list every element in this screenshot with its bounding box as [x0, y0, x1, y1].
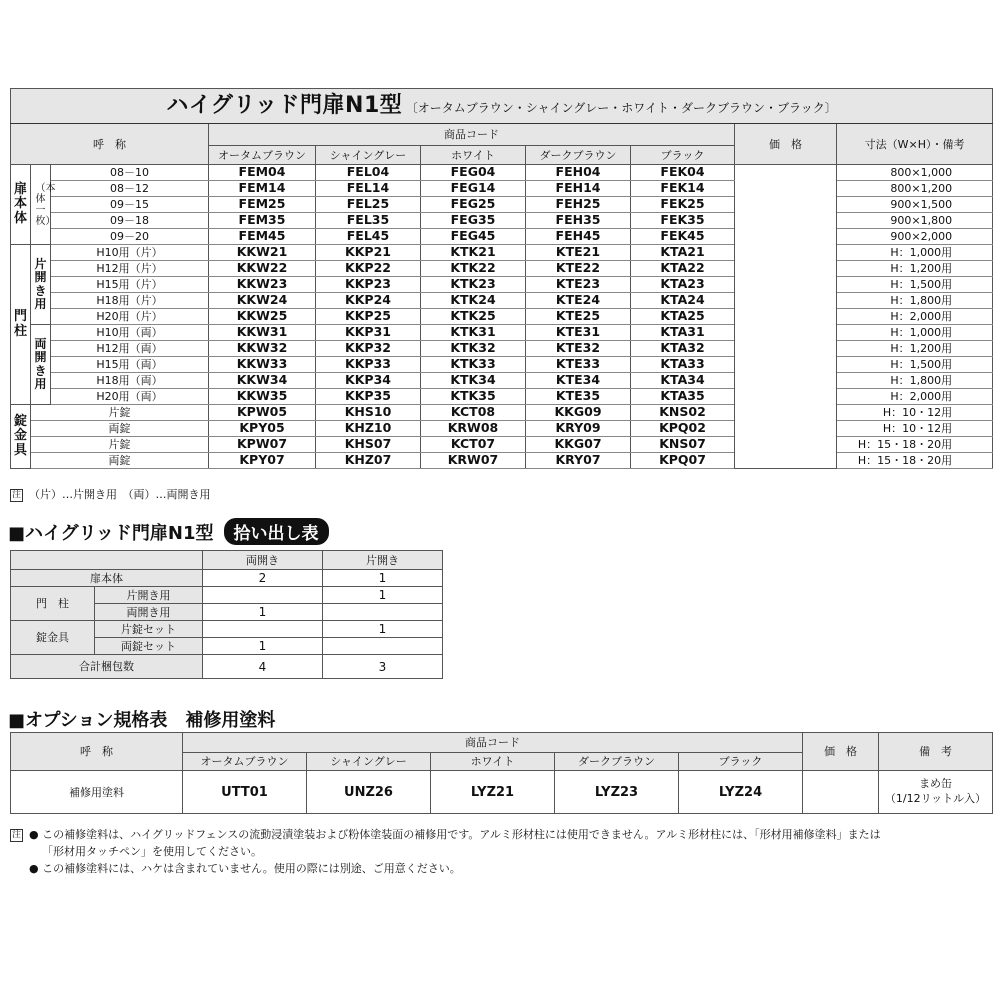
product-code-cell: KKP31: [316, 325, 421, 341]
table-row: [11, 437, 993, 453]
row-name: H18用（両）: [51, 373, 209, 389]
table-row: [11, 389, 993, 405]
opt-header-color-autumn-brown: オータムブラウン: [183, 753, 307, 771]
product-code-cell: KKW34: [209, 373, 316, 389]
dimension-cell: 900×1,500: [837, 197, 993, 213]
product-code-cell: FEH45: [526, 229, 631, 245]
pick-total-label: 合計梱包数: [11, 655, 203, 679]
product-code-cell: KTA31: [631, 325, 735, 341]
row-name: H12用（片）: [51, 261, 209, 277]
product-code-cell: KTA33: [631, 357, 735, 373]
product-code-cell: KKP33: [316, 357, 421, 373]
main-table-title-cell: [11, 89, 993, 124]
dimension-cell: H：15・18・20用: [837, 437, 993, 453]
product-code-cell: FEM35: [209, 213, 316, 229]
pick-lock-double-double: 1: [203, 638, 323, 655]
product-code-table: [10, 88, 993, 469]
group-door: [11, 165, 31, 245]
opt-code-white: LYZ21: [431, 771, 555, 814]
product-code-cell: KHZ07: [316, 453, 421, 469]
product-code-cell: KKP21: [316, 245, 421, 261]
product-code-cell: KTA32: [631, 341, 735, 357]
product-code-cell: KTA22: [631, 261, 735, 277]
product-code-cell: KKW33: [209, 357, 316, 373]
product-code-cell: KTE25: [526, 309, 631, 325]
product-code-cell: KKW23: [209, 277, 316, 293]
product-code-cell: FEK35: [631, 213, 735, 229]
row-name: 両錠: [31, 453, 209, 469]
product-code-cell: KHZ10: [316, 421, 421, 437]
dimension-cell: H：1,500用: [837, 357, 993, 373]
row-name: 09－18: [51, 213, 209, 229]
group-lock-text: 錠金具: [14, 414, 28, 458]
opt-header-product-code: 商品コード: [183, 733, 803, 753]
pick-badge: 拾い出し表: [224, 518, 329, 545]
opt-code-dark-brown: LYZ23: [555, 771, 679, 814]
product-code-cell: KKG07: [526, 437, 631, 453]
product-code-cell: KTK34: [421, 373, 526, 389]
header-color-autumn-brown: オータムブラウン: [209, 146, 316, 165]
group-door-note-text: （本体一枚）: [35, 182, 56, 227]
product-code-cell: FEM14: [209, 181, 316, 197]
row-name: 08－10: [51, 165, 209, 181]
note-paint: [10, 826, 881, 877]
product-code-cell: FEK25: [631, 197, 735, 213]
product-code-cell: KTK21: [421, 245, 526, 261]
opt-header-color-black: ブラック: [679, 753, 803, 771]
product-code-cell: KTA21: [631, 245, 735, 261]
opt-code-black: LYZ24: [679, 771, 803, 814]
pick-lock-single-single: 1: [323, 621, 443, 638]
pick-header-single: 片開き: [323, 551, 443, 570]
note-paint-mark: 注: [11, 829, 21, 840]
product-code-cell: FEG35: [421, 213, 526, 229]
pick-total-single: 3: [323, 655, 443, 679]
opt-header-color-shine-gray: シャイングレー: [307, 753, 431, 771]
pick-post-single-double: [203, 587, 323, 604]
product-code-cell: FEH04: [526, 165, 631, 181]
product-code-cell: KRY07: [526, 453, 631, 469]
subgroup-double-text: 両開き用: [34, 337, 47, 391]
main-table-subtitle: 〔オータムブラウン・シャイングレー・ホワイト・ダークブラウン・ブラック〕: [405, 101, 837, 115]
dimension-cell: 800×1,200: [837, 181, 993, 197]
product-code-cell: KTA34: [631, 373, 735, 389]
row-name: H20用（片）: [51, 309, 209, 325]
dimension-cell: H：2,000用: [837, 389, 993, 405]
opt-header-color-dark-brown: ダークブラウン: [555, 753, 679, 771]
product-code-cell: KKP25: [316, 309, 421, 325]
table-row: [11, 293, 993, 309]
opt-remark: [879, 771, 993, 814]
dimension-cell: H：1,200用: [837, 261, 993, 277]
table-row: [11, 213, 993, 229]
row-name: 片錠: [31, 405, 209, 421]
table-row: [11, 165, 993, 181]
product-code-cell: FEK14: [631, 181, 735, 197]
pick-header-double: 両開き: [203, 551, 323, 570]
pick-post-label: 門 柱: [11, 587, 95, 621]
product-code-cell: KHS07: [316, 437, 421, 453]
product-code-cell: KTE34: [526, 373, 631, 389]
product-code-cell: KTK25: [421, 309, 526, 325]
product-code-cell: KTE24: [526, 293, 631, 309]
row-name: H15用（片）: [51, 277, 209, 293]
pick-title: ■ハイグリッド門扉N1型: [8, 523, 214, 544]
product-code-cell: KCT08: [421, 405, 526, 421]
table-row: [11, 245, 993, 261]
product-code-cell: KTK31: [421, 325, 526, 341]
product-code-cell: FEK04: [631, 165, 735, 181]
table-row: [11, 421, 993, 437]
group-post: [11, 245, 31, 405]
price-cell: [735, 165, 837, 469]
product-code-cell: FEL14: [316, 181, 421, 197]
product-code-cell: KRY09: [526, 421, 631, 437]
product-code-cell: KKG09: [526, 405, 631, 421]
group-lock: [11, 405, 31, 469]
table-row: [11, 453, 993, 469]
product-code-cell: KPW07: [209, 437, 316, 453]
product-code-cell: FEK45: [631, 229, 735, 245]
dimension-cell: H：1,800用: [837, 373, 993, 389]
opt-price: [803, 771, 879, 814]
note-mark: 注: [11, 489, 21, 500]
product-code-cell: KTE31: [526, 325, 631, 341]
product-code-cell: KNS07: [631, 437, 735, 453]
product-code-cell: KTK23: [421, 277, 526, 293]
table-row: [11, 341, 993, 357]
header-color-shine-gray: シャイングレー: [316, 146, 421, 165]
group-post-text: 門柱: [14, 309, 28, 339]
row-name: H18用（片）: [51, 293, 209, 309]
note-abbreviations-text: （片）…片開き用 （両）…両開き用: [29, 488, 211, 501]
product-code-cell: FEM45: [209, 229, 316, 245]
row-name: 両錠: [31, 421, 209, 437]
header-color-black: ブラック: [631, 146, 735, 165]
table-row: [11, 405, 993, 421]
product-code-cell: FEL45: [316, 229, 421, 245]
product-code-cell: KTA35: [631, 389, 735, 405]
table-row: [11, 229, 993, 245]
product-code-cell: KPW05: [209, 405, 316, 421]
product-code-cell: KTA25: [631, 309, 735, 325]
product-code-cell: FEL25: [316, 197, 421, 213]
row-name: 08－12: [51, 181, 209, 197]
row-name: H10用（両）: [51, 325, 209, 341]
product-code-cell: KPY05: [209, 421, 316, 437]
pick-lock-double-single: [323, 638, 443, 655]
product-code-cell: KTA24: [631, 293, 735, 309]
pick-lock-single-double: [203, 621, 323, 638]
pick-header-blank: [11, 551, 203, 570]
product-code-cell: KRW07: [421, 453, 526, 469]
dimension-cell: 800×1,000: [837, 165, 993, 181]
opt-header-color-white: ホワイト: [431, 753, 555, 771]
header-product-code: 商品コード: [209, 124, 735, 146]
subgroup-single-text: 片開き用: [34, 257, 47, 311]
pick-lock-single-label: 片錠セット: [95, 621, 203, 638]
dimension-cell: H：1,500用: [837, 277, 993, 293]
product-code-cell: KPQ02: [631, 421, 735, 437]
product-code-cell: KKW21: [209, 245, 316, 261]
product-code-cell: KNS02: [631, 405, 735, 421]
row-name: 片錠: [31, 437, 209, 453]
product-code-cell: FEM25: [209, 197, 316, 213]
header-color-white: ホワイト: [421, 146, 526, 165]
dimension-cell: H：1,800用: [837, 293, 993, 309]
dimension-cell: H：15・18・20用: [837, 453, 993, 469]
dimension-cell: 900×1,800: [837, 213, 993, 229]
product-code-cell: KTK24: [421, 293, 526, 309]
product-code-cell: KKP32: [316, 341, 421, 357]
product-code-cell: KKP35: [316, 389, 421, 405]
opt-remark-line1: まめ缶: [919, 777, 953, 791]
pick-door-double: 2: [203, 570, 323, 587]
dimension-cell: H：10・12用: [837, 421, 993, 437]
opt-code-autumn-brown: UTT01: [183, 771, 307, 814]
product-code-cell: KCT07: [421, 437, 526, 453]
row-name: H10用（片）: [51, 245, 209, 261]
row-name: H12用（両）: [51, 341, 209, 357]
table-row: [11, 277, 993, 293]
opt-header-name: 呼 称: [11, 733, 183, 771]
dimension-cell: 900×2,000: [837, 229, 993, 245]
product-code-cell: KTK33: [421, 357, 526, 373]
product-code-cell: KTK35: [421, 389, 526, 405]
product-code-cell: KKP34: [316, 373, 421, 389]
pick-door-label: 扉本体: [11, 570, 203, 587]
dimension-cell: H：1,200用: [837, 341, 993, 357]
table-row: [11, 261, 993, 277]
table-row: [11, 197, 993, 213]
subgroup-double: [31, 325, 51, 405]
note-paint-line2: 「形材用タッチペン」を使用してください。: [42, 845, 262, 858]
product-code-cell: KRW08: [421, 421, 526, 437]
product-code-cell: KTK32: [421, 341, 526, 357]
product-code-cell: FEG45: [421, 229, 526, 245]
product-code-cell: FEL35: [316, 213, 421, 229]
product-code-cell: KTE22: [526, 261, 631, 277]
dimension-cell: H：1,000用: [837, 325, 993, 341]
product-code-cell: KKW31: [209, 325, 316, 341]
header-dims: 寸法（W×H）・備考: [837, 124, 993, 165]
product-code-cell: KTK22: [421, 261, 526, 277]
dimension-cell: H：1,000用: [837, 245, 993, 261]
product-code-cell: KKW35: [209, 389, 316, 405]
header-color-dark-brown: ダークブラウン: [526, 146, 631, 165]
product-code-cell: KKW24: [209, 293, 316, 309]
product-code-cell: KTE35: [526, 389, 631, 405]
pick-lock-label: 錠金具: [11, 621, 95, 655]
product-code-cell: FEH35: [526, 213, 631, 229]
main-table-title: ハイグリッド門扉N1型: [166, 93, 403, 118]
picking-table: [10, 550, 443, 679]
product-code-cell: FEG14: [421, 181, 526, 197]
pick-post-double-label: 両開き用: [95, 604, 203, 621]
opt-code-shine-gray: UNZ26: [307, 771, 431, 814]
pick-door-single: 1: [323, 570, 443, 587]
product-code-cell: KTE33: [526, 357, 631, 373]
note-paint-line1: ● この補修塗料は、ハイグリッドフェンスの流動浸漬塗装および粉体塗装面の補修用です。アルミ形材柱には使用できません。アルミ形材柱には、「形材用補修塗料」または: [29, 828, 881, 841]
product-code-cell: KTA23: [631, 277, 735, 293]
subgroup-single: [31, 245, 51, 325]
dimension-cell: H：10・12用: [837, 405, 993, 421]
row-name: H20用（両）: [51, 389, 209, 405]
pick-post-double-double: 1: [203, 604, 323, 621]
header-price: 価 格: [735, 124, 837, 165]
product-code-cell: KKP24: [316, 293, 421, 309]
table-row: [11, 373, 993, 389]
row-name: H15用（両）: [51, 357, 209, 373]
pick-total-double: 4: [203, 655, 323, 679]
product-code-cell: KKP23: [316, 277, 421, 293]
header-name: 呼 称: [11, 124, 209, 165]
row-name: 09－15: [51, 197, 209, 213]
product-code-cell: KTE21: [526, 245, 631, 261]
product-code-cell: KKW22: [209, 261, 316, 277]
opt-row-name: 補修用塗料: [11, 771, 183, 814]
product-code-cell: FEL04: [316, 165, 421, 181]
product-code-cell: KTE32: [526, 341, 631, 357]
group-door-text: 扉本体: [14, 182, 28, 226]
product-code-cell: KPY07: [209, 453, 316, 469]
product-code-cell: FEM04: [209, 165, 316, 181]
product-code-cell: FEH14: [526, 181, 631, 197]
pick-section-title: [8, 518, 329, 545]
product-code-cell: KKW32: [209, 341, 316, 357]
product-code-cell: KTE23: [526, 277, 631, 293]
product-code-cell: KHS10: [316, 405, 421, 421]
pick-lock-double-label: 両錠セット: [95, 638, 203, 655]
pick-post-double-single: [323, 604, 443, 621]
product-code-cell: KKW25: [209, 309, 316, 325]
note-paint-line3: ● この補修塗料には、ハケは含まれていません。使用の際には別途、ご用意ください。: [29, 862, 461, 875]
product-code-cell: FEG04: [421, 165, 526, 181]
table-row: [11, 325, 993, 341]
option-table: [10, 732, 993, 814]
pick-post-single-single: 1: [323, 587, 443, 604]
dimension-cell: H：2,000用: [837, 309, 993, 325]
product-code-cell: KKP22: [316, 261, 421, 277]
product-code-cell: FEH25: [526, 197, 631, 213]
product-code-cell: KPQ07: [631, 453, 735, 469]
table-row: [11, 181, 993, 197]
row-name: 09－20: [51, 229, 209, 245]
note-abbreviations: [10, 486, 211, 502]
table-row: [11, 309, 993, 325]
opt-header-remark: 備 考: [879, 733, 993, 771]
product-code-cell: FEG25: [421, 197, 526, 213]
group-door-note: [31, 165, 56, 245]
opt-header-price: 価 格: [803, 733, 879, 771]
pick-post-single-label: 片開き用: [95, 587, 203, 604]
option-section-title: ■オプション規格表 補修用塗料: [8, 710, 276, 731]
opt-remark-line2: （1/12リットル入）: [884, 792, 987, 805]
table-row: [11, 357, 993, 373]
